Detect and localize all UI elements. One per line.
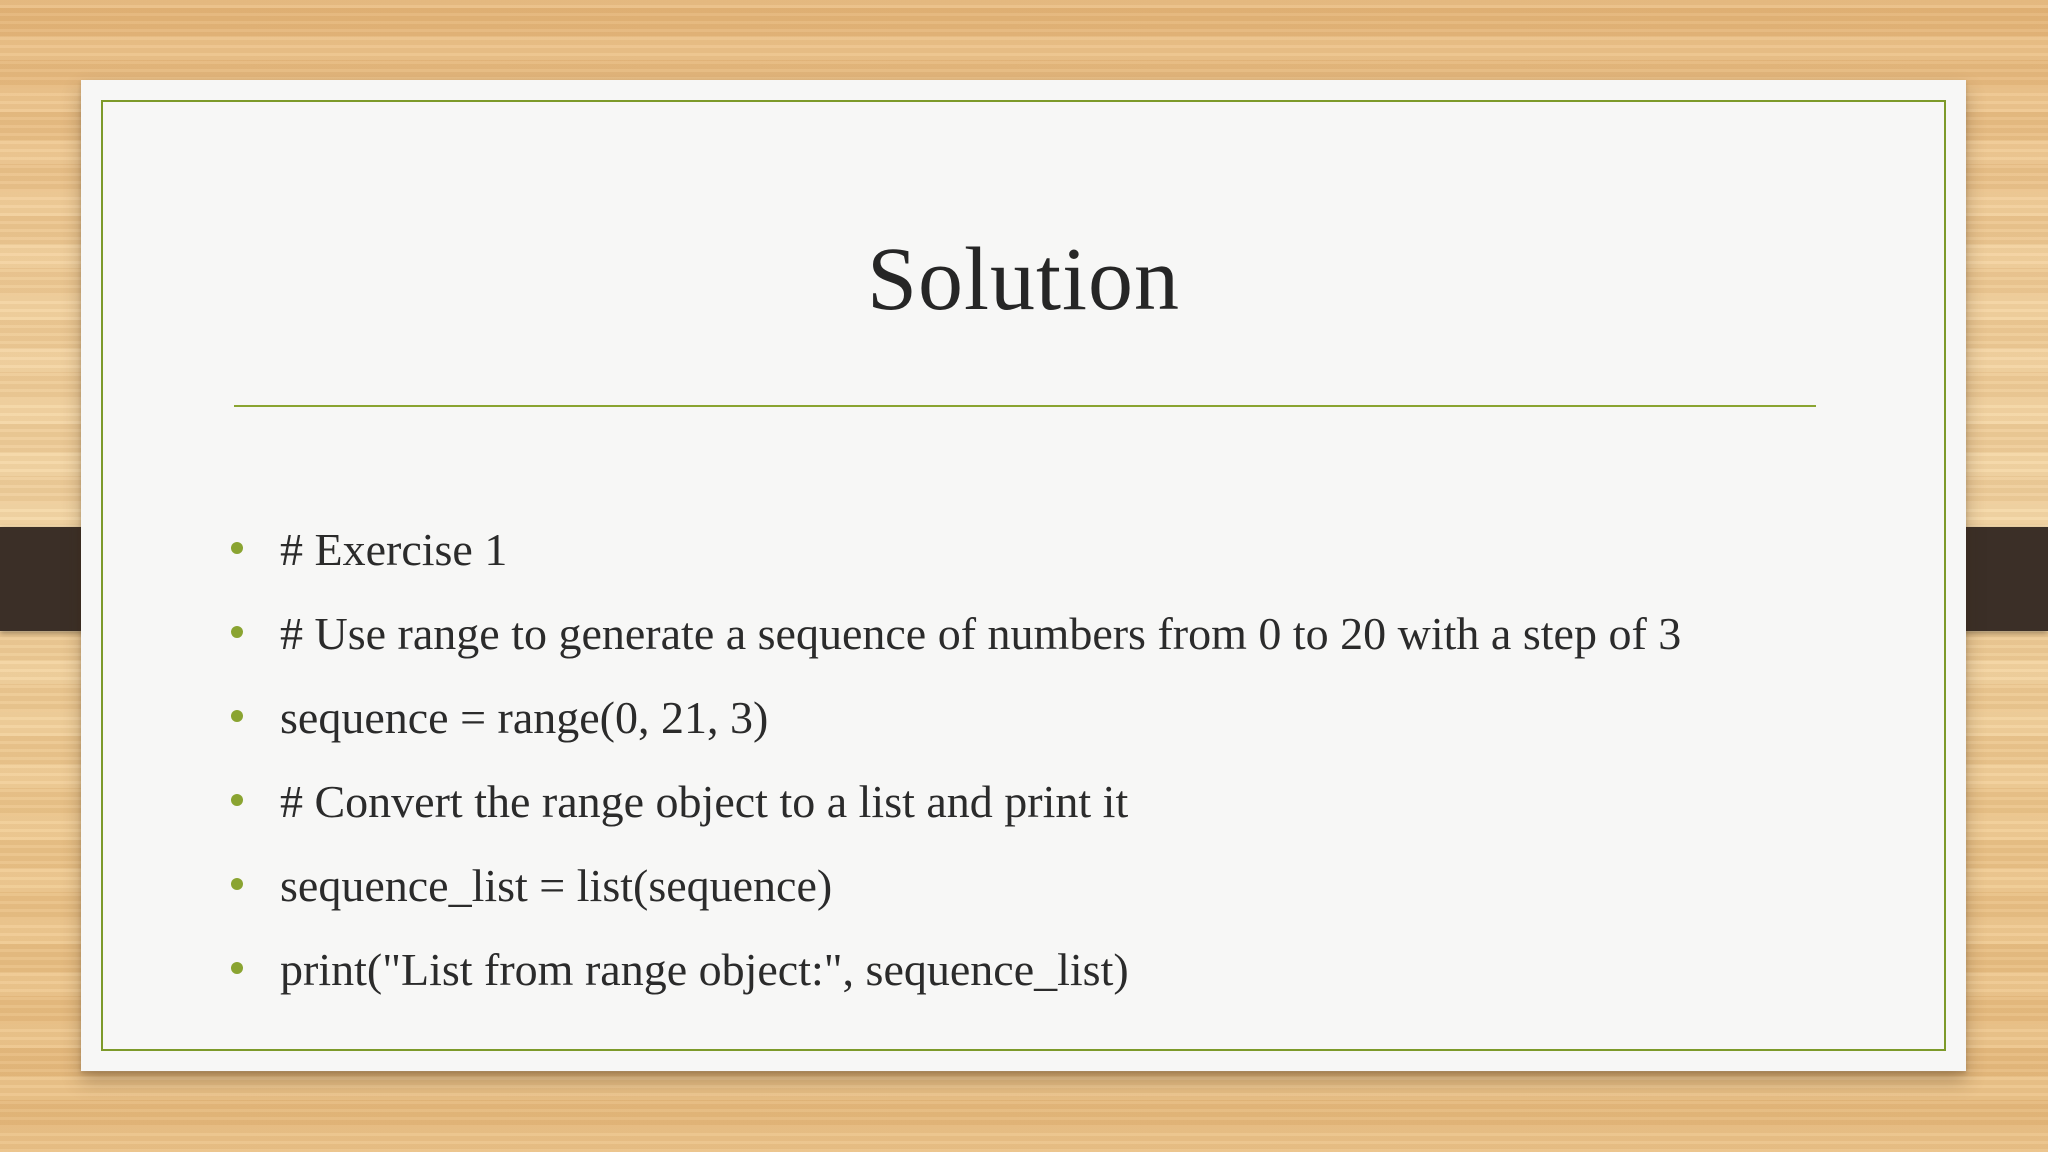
title-divider (234, 405, 1816, 407)
bullet-dot-icon (231, 794, 243, 806)
bullet-item (231, 760, 1681, 844)
bullet-text: sequence_list = list(sequence) (280, 860, 833, 911)
bullet-dot-icon (231, 710, 243, 722)
bullet-item (231, 676, 1681, 760)
bullet-text: sequence = range(0, 21, 3) (280, 692, 769, 743)
bullet-item (231, 928, 1681, 1012)
bullet-text: # Use range to generate a sequence of numbers from 0 to 20 with a step of 3 (280, 608, 1682, 659)
bullet-list (231, 508, 1681, 1012)
bullet-dot-icon (231, 962, 243, 974)
bullet-dot-icon (231, 542, 243, 554)
bullet-item (231, 508, 1681, 592)
slide-canvas (81, 80, 1966, 1071)
bullet-text: # Convert the range object to a list and print it (280, 776, 1129, 827)
bullet-text: print("List from range object:", sequence_list) (280, 944, 1129, 995)
bullet-item (231, 592, 1681, 676)
slide-title: Solution (866, 230, 1181, 329)
bullet-dot-icon (231, 626, 243, 638)
bullet-dot-icon (231, 878, 243, 890)
bullet-item (231, 844, 1681, 928)
bullet-text: # Exercise 1 (280, 524, 508, 575)
